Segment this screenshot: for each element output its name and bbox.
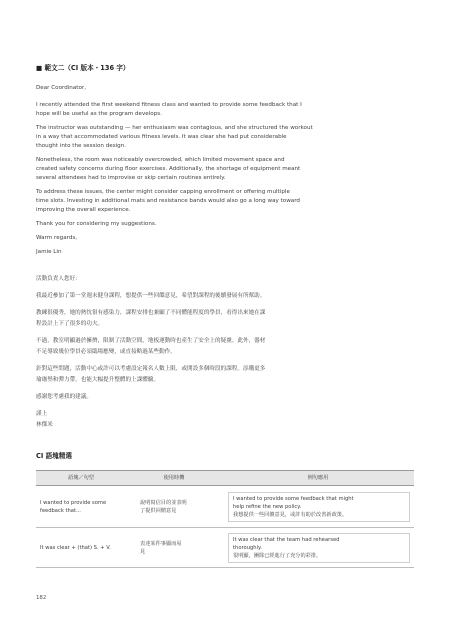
- email-paragraph-2-line-2: in a way that accommodated various fitness levels. It was clear she had put considerable: [36, 134, 287, 140]
- example-en-line-1: I wanted to provide some feedback that might: [233, 495, 354, 502]
- usage-line-2: 見: [140, 548, 146, 555]
- phrase-line-1: It was clear + (that) S. + V.: [40, 544, 111, 551]
- email-paragraph-1-line-1: I recently attended the first weekend fitness class and wanted to provide some feedback that I: [36, 102, 302, 108]
- header-usage: 使用時機: [126, 471, 222, 486]
- header-phrase: 語塊／句型: [36, 471, 126, 486]
- email-signature: Jamie Lin: [36, 249, 62, 255]
- zh-paragraph-3-line-1: 不過，教室明顯過於擁擠，限制了活動空間，地板運動時也產生了安全上的疑慮。此外，器材: [36, 338, 266, 344]
- phrase-line-2: feedback that...: [40, 507, 81, 514]
- header-example: 例句應用: [222, 471, 414, 486]
- example-en-line-2: thoroughly.: [233, 544, 262, 551]
- usage-line-1: 表達某件事顯而易: [140, 540, 182, 547]
- section-title-phrase-selection: CI 語塊精選: [36, 452, 72, 460]
- email-paragraph-4-line-1: To address these issues, the center might consider capping enrollment or offering multiple: [36, 189, 290, 195]
- phrase-table-header-row: [36, 471, 414, 486]
- example-box: [228, 533, 410, 563]
- phrase-table: [36, 470, 414, 568]
- email-paragraph-3-line-1: Nonetheless, the room was noticeably overcrowded, which limited movement space and: [36, 157, 285, 163]
- zh-paragraph-3-line-2: 不足導致幾位學員必須臨場應變，或直接略過某些動作。: [36, 349, 176, 355]
- example-en-line-1: It was clear that the team had rehearsed: [233, 536, 340, 543]
- example-zh: 很明顯，團隊已經進行了充分的彩排。: [233, 552, 322, 559]
- zh-thanks: 感謝您考慮我的建議。: [36, 394, 92, 400]
- example-box: [228, 492, 410, 522]
- zh-greeting: 活動負責人您好：: [36, 276, 81, 282]
- section-title-sample-essay: ■ 範文二（CI 版本・136 字）: [36, 64, 130, 72]
- phrase-cell: [36, 528, 126, 568]
- page-number: 182: [36, 595, 47, 601]
- example-cell: [222, 528, 414, 568]
- email-paragraph-3-line-3: several attendees had to improvise or skip certain routines entirely.: [36, 175, 226, 181]
- email-paragraph-1-line-2: hope will be useful as the program develops.: [36, 111, 162, 117]
- table-row: [36, 528, 414, 568]
- table-row: [36, 486, 414, 528]
- email-paragraph-2-line-3: thought into the session design.: [36, 143, 127, 149]
- email-paragraph-2-line-1: The instructor was outstanding — her enthusiasm was contagious, and she structured the workout: [36, 125, 313, 131]
- usage-line-1: 說明寫信目的並表明: [140, 499, 187, 506]
- phrase-cell: [36, 486, 126, 528]
- email-paragraph-4-line-2: time slots. Investing in additional mats and resistance bands would also go a long way toward: [36, 198, 300, 204]
- zh-paragraph-4-line-1: 針對這些問題，活動中心或許可以考慮設定報名人數上限，或開設多個時段的課程。添購更多: [36, 366, 266, 372]
- example-en-line-2: help refine the new policy.: [233, 503, 302, 510]
- phrase-line-1: I wanted to provide some: [40, 499, 107, 506]
- email-paragraph-4-line-3: improving the overall experience.: [36, 207, 131, 213]
- example-zh: 我想提供一些回饋意見，或許有助於改善新政策。: [233, 511, 348, 518]
- example-cell: [222, 486, 414, 528]
- usage-cell: [126, 528, 222, 568]
- zh-paragraph-2-line-1: 教練很優秀，她的熱忱很有感染力，課程安排也兼顧了不同體能程度的學員，看得出來她在課: [36, 310, 266, 316]
- usage-cell: [126, 486, 222, 528]
- zh-paragraph-4-line-2: 瑜珈墊和彈力帶，也能大幅提升整體的上課體驗。: [36, 377, 160, 383]
- usage-line-2: 了提供回饋意見: [140, 507, 177, 514]
- email-greeting: Dear Coordinator,: [36, 85, 86, 91]
- zh-paragraph-2-line-2: 程設計上下了很多的功夫。: [36, 321, 104, 327]
- email-paragraph-3-line-2: created safety concerns during floor exercises. Additionally, the shortage of equipment meant: [36, 166, 301, 172]
- zh-closing: 謹上: [36, 411, 48, 417]
- zh-paragraph-1-line-1: 我最近參加了第一堂週末健身課程，想提供一些回饋意見，希望對課程的後續發展有所幫助。: [36, 293, 266, 299]
- email-thanks: Thank you for considering my suggestions.: [36, 221, 157, 227]
- zh-signature: 林傑米: [36, 422, 53, 428]
- email-closing: Warm regards,: [36, 235, 78, 241]
